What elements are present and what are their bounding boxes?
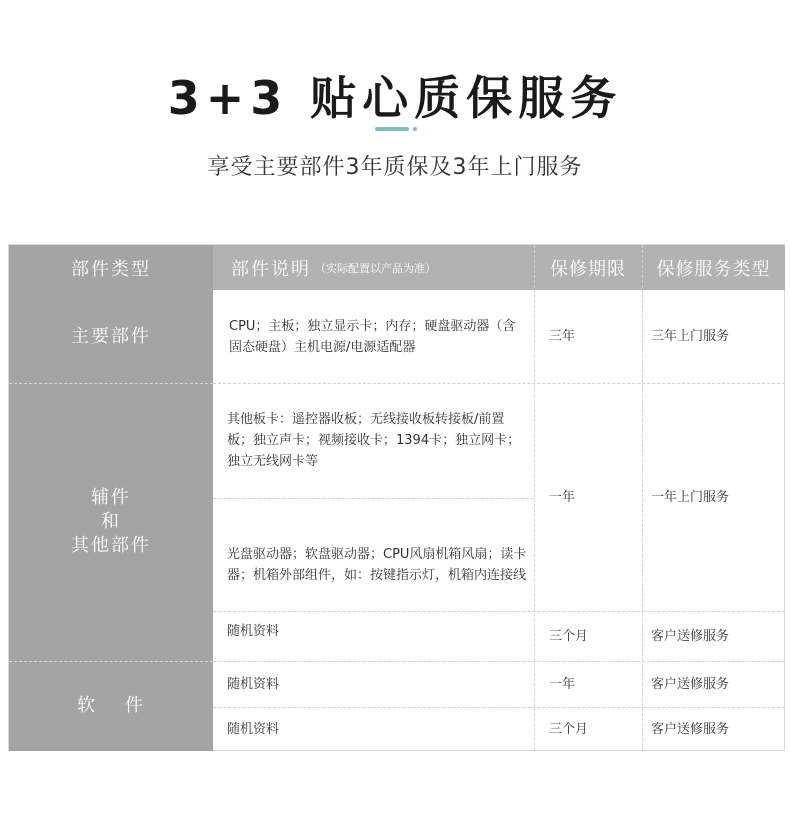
table-row-period: 三年 bbox=[549, 329, 576, 344]
table-row-service: 一年上门服务 bbox=[651, 489, 730, 505]
page-subtitle: 享受主要部件3年质保及3年上门服务 bbox=[207, 155, 583, 180]
category-software: 软 件 bbox=[77, 695, 145, 716]
category-aux bbox=[9, 383, 213, 661]
table-row-desc: 随机资料 bbox=[227, 676, 280, 692]
table-row-service: 客户送修服务 bbox=[651, 676, 730, 692]
table-row-period: 一年 bbox=[549, 676, 576, 692]
table-row-service: 三年上门服务 bbox=[651, 329, 730, 344]
table-row-desc: 其他板卡：遥控器收板；无线接收板转接板/前置板；独立声卡；视频接收卡；1394卡；独立网卡；独立无线网卡等 bbox=[227, 412, 521, 469]
header-service-label: 保修服务类型 bbox=[656, 258, 771, 280]
header-part-desc-label: 部件说明 bbox=[231, 258, 311, 280]
table-row-service: 客户送修服务 bbox=[651, 628, 730, 644]
category-aux-line2: 和 bbox=[101, 511, 121, 532]
header-part-type-label: 部件类型 bbox=[71, 258, 151, 280]
header-period bbox=[534, 245, 642, 290]
table-row-period: 三个月 bbox=[549, 721, 589, 737]
column-divider bbox=[642, 245, 643, 751]
header-part-type bbox=[9, 245, 213, 290]
header-part-desc bbox=[213, 245, 534, 290]
header-period-label: 保修期限 bbox=[550, 258, 626, 280]
table-row-period: 三个月 bbox=[549, 628, 589, 644]
category-main: 主要部件 bbox=[71, 325, 151, 347]
warranty-table bbox=[8, 244, 785, 751]
title-underline-dot bbox=[413, 127, 417, 131]
category-aux-line1: 辅件 bbox=[91, 487, 131, 508]
table-row-desc: 随机资料 bbox=[227, 623, 280, 639]
category-aux-line3: 其他部件 bbox=[71, 535, 151, 556]
table-row-desc: 光盘驱动器；软盘驱动器；CPU风扇机箱风扇；读卡器；机箱外部组件，如：按键指示灯，机箱内连接线 bbox=[227, 546, 527, 583]
table-row-desc: CPU；主板；独立显示卡；内存；硬盘驱动器（含固态硬盘）主机电源/电源适配器 bbox=[229, 318, 516, 355]
column-divider bbox=[534, 245, 535, 751]
header-service bbox=[642, 245, 785, 290]
header-part-desc-note: （实际配置以产品为准） bbox=[315, 261, 436, 275]
title-underline bbox=[375, 127, 409, 131]
table-row-desc: 随机资料 bbox=[227, 721, 280, 737]
table-row-service: 客户送修服务 bbox=[651, 721, 730, 737]
page-title: 3+3 贴心质保服务 bbox=[167, 71, 623, 125]
table-row-period: 一年 bbox=[549, 489, 576, 505]
